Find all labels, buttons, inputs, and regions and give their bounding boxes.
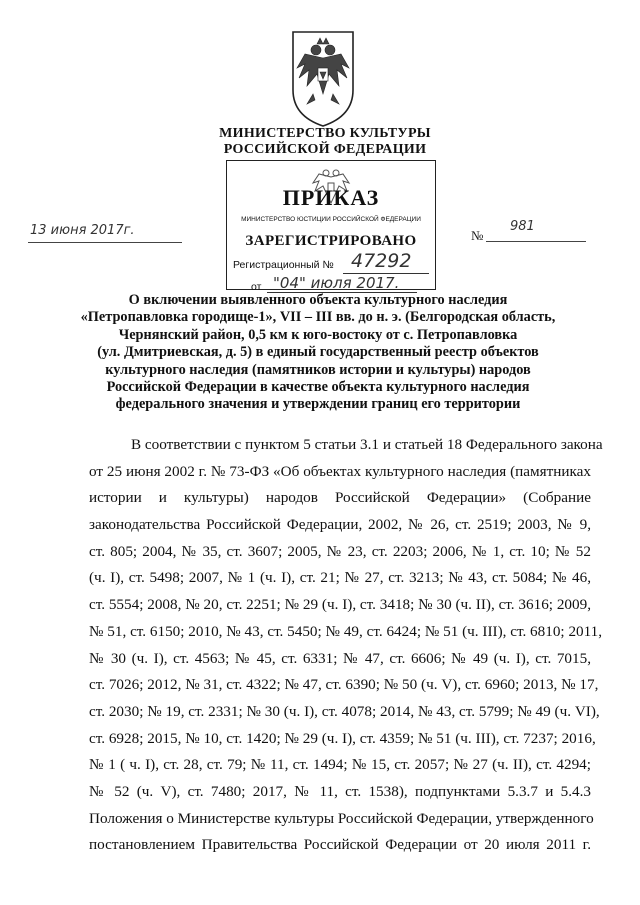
body-line: постановлением Правительства Российской Федерации от 20 июля 2011 г. — [89, 836, 591, 854]
body-line: законодательства Российской Федерации, 2002, № 26, ст. 2519; 2003, № 9, — [89, 516, 591, 534]
body-line: (ч. I), ст. 5498; 2007, № 1 (ч. I), ст. 21; № 27, ст. 3213; № 43, ст. 5084; № 46, — [89, 569, 591, 587]
title-line: Российской Федерации в качестве объекта культурного наследия — [106, 379, 530, 396]
body-line: № 30 (ч. I), ст. 4563; № 45, ст. 6331; № 47, ст. 6606; № 49 (ч. I), ст. 7015, — [89, 649, 591, 667]
body-line: № 1 ( ч. I), ст. 28, ст. 79; № 11, ст. 1494; № 15, ст. 2057; № 27 (ч. II), ст. 4294; — [89, 756, 591, 774]
body-line: ст. 5554; 2008, № 20, ст. 2251; № 29 (ч. I), ст. 3418; № 30 (ч. II), ст. 3616; 2009, — [89, 596, 591, 614]
order-number-label: № — [471, 228, 484, 243]
order-date: 13 июня 2017г. — [30, 223, 135, 238]
registration-stamp — [226, 160, 436, 293]
title-line: Чернянский район, 0,5 км к юго-востоку от с. Петропавловка — [118, 326, 518, 343]
stamp-registered-label: ЗАРЕГИСТРИРОВАНО — [245, 233, 417, 249]
order-heading: ПРИКАЗ — [282, 185, 380, 210]
ministry-line: МИНИСТЕРСТВО КУЛЬТУРЫ — [219, 126, 431, 141]
coat-of-arms-emblem — [283, 28, 363, 130]
body-line: ст. 2030; № 19, ст. 2331; № 30 (ч. I), ст. 4078; 2014, № 43, ст. 5799; № 49 (ч. VI), — [89, 702, 600, 720]
title-line: «Петропавловка городище-1», VII – III вв. до н. э. (Белгородская область, — [80, 309, 556, 326]
body-line: № 51, ст. 6150; 2010, № 43, ст. 5450; № 49, ст. 6424; № 51 (ч. III), ст. 6810; 2011, — [89, 622, 603, 640]
title-line: культурного наследия (памятников истории и культуры) народов — [105, 361, 531, 378]
body-line: истории и культуры) народов Российской Федерации» (Собрание — [89, 489, 591, 507]
order-body — [89, 432, 603, 859]
body-line: № 52 (ч. V), ст. 7480; 2017, № 11, ст. 1538), подпунктами 5.3.7 и 5.4.3 — [89, 782, 591, 800]
order-date-underline — [28, 242, 182, 243]
ministry-line: РОССИЙСКОЙ ФЕДЕРАЦИИ — [223, 142, 427, 157]
stamp-regnum-label: Регистрационный № — [233, 259, 334, 271]
ministry-header — [190, 126, 460, 158]
order-number-value: 981 — [510, 219, 535, 234]
body-line: Положения о Министерстве культуры Российской Федерации, утвержденного — [89, 809, 594, 827]
body-line: ст. 6928; 2015, № 10, ст. 1420; № 29 (ч. I), ст. 4359; № 51 (ч. III), ст. 7237; 2016, — [89, 729, 596, 747]
title-line: федерального значения и утверждении границ его территории — [115, 396, 521, 413]
stamp-date-prefix: от — [251, 281, 262, 293]
body-line: ст. 7026; 2012, № 31, ст. 4322; № 47, ст. 6390; № 50 (ч. V), ст. 6960; 2013, № 17, — [89, 676, 599, 694]
body-line: от 25 июня 2002 г. № 73-ФЗ «Об объектах культурного наследия (памятниках — [89, 462, 591, 480]
stamp-ministry-name: МИНИСТЕРСТВО ЮСТИЦИИ РОССИЙСКОЙ ФЕДЕРАЦИИ — [241, 216, 421, 223]
body-line: В соответствии с пунктом 5 статьи 3.1 и статьей 18 Федерального закона — [131, 436, 603, 453]
stamp-date-value: "04" июля 2017. — [273, 274, 400, 292]
order-number-underline — [486, 241, 586, 242]
stamp-regnum-value: 47292 — [351, 250, 412, 272]
body-line: ст. 805; 2004, № 35, ст. 3607; 2005, № 23, ст. 2203; 2006, № 1, ст. 10; № 52 — [89, 542, 591, 560]
title-line: О включении выявленного объекта культурного наследия — [128, 292, 508, 308]
title-line: (ул. Дмитриевская, д. 5) в единый государственный реестр объектов — [97, 344, 539, 361]
order-title — [80, 292, 556, 414]
